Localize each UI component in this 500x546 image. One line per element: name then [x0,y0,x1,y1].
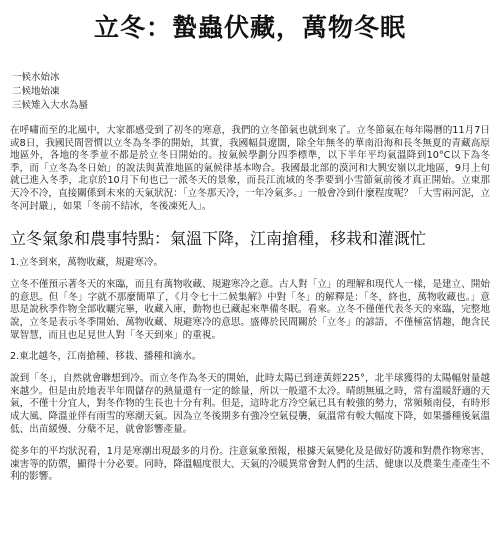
period-item: 三候雉入大水為蜃 [12,100,89,111]
paragraph-weather: 說到「冬」，自然就會聯想到冷。而立冬作為冬天的開始，此時太陽已到達黃經225°，北半球獲得的太陽輻射量越來越少。但是由於地表半年間儲存的熱量還有一定的餘量，所以一般還不太冷。晴朗無風之時，常有溫暖舒適的天氣，不僅十分宜人，對冬作物的生長也十分有利。但是，這時北方冷空氣已具有較強的勢力，常頻頻南侵，有時形成大風、降溫並伴有雨雪的寒潮天氣。因為立冬後期多有強冷空氣侵襲，氣溫常有較大幅度下降，如果播種後氣溫低、出苗緩慢、分蘖不足，就會影響產量。 [10,373,490,435]
article-title: 立冬：蟄蟲伏藏，萬物冬眠 [93,13,406,42]
subheading-1: 1.立冬到來，萬物收藏，規避寒冷。 [10,257,164,269]
three-periods-list [12,71,490,113]
paragraph-cold-wave: 從多年的平均狀況看，1月是寒潮出現最多的月份。注意氣象預報，根據天氣變化及是做好防護和對農作物寒害、凍害等的防禦，顯得十分必要。同時，降溫幅度很大、天氣的冷暖異常會對人們的生活、健康以及農業生產產生不利的影響。 [10,446,490,483]
subheading-2: 2.東北越冬，江南搶種、移栽、播種和滴水。 [10,351,202,363]
period-item: 一候水始冰 [12,72,60,83]
section-heading: 立冬氣象和農事特點：氣溫下降，江南搶種，移栽和灌溉忙 [10,229,427,249]
paragraph-meaning: 立冬不僅預示著冬天的來臨，而且有萬物收藏、規避寒冷之意。古人對「立」的理解和現代人一樣，是建立、開始的意思。但「冬」字就不那麼簡單了，《月令七十二候集解》中對「冬」的解釋是：「冬，終也，萬物收藏也。」意思是說秋季作物全部收曬完畢，收藏入庫，動物也已藏起來準備冬眠。看來。立冬不僅僅代表冬天的來臨，完整地說，立冬是表示冬季開始、萬物收藏、規避寒冷的意思。盛傳於民間關於「立冬」的諺語，不僅極富情趣，飽含民眾智慧，而且也足見世人對「冬天到來」的重視。 [10,279,490,341]
period-item: 二候地始凍 [12,86,60,97]
intro-paragraph: 在呼嘯而至的北風中，大家都感受到了初冬的寒意，我們的立冬節氣也就到來了。立冬節氣在每年陽曆的11月7日或8日，我國民間習慣以立冬為冬季的開始，其實，我國幅員遼闊，除全年無冬的華南沿海和長冬無夏的青藏高原地區外，各地的冬季並不都是於立冬日開始的。按氣候學劃分四季標準，以下半年平均氣溫降到10°C以下為冬季，而「立冬為冬日始」的說法與黃淮地區的氣候律基本吻合。我國最北部的漠河和大興安嶺以北地區，9月上旬就已進入冬季，北京於10月下旬也已一派冬天的景象，而長江流域的冬季要到小雪節氣前後才真正開始。立東那天冷不冷，直接關係到未來的天氣狀況：「立冬那天冷，一年冷氣多。」一般會冷到什麼程度呢？「大雪兩河泥，立冬河封嚴」，如果「冬前不結冰，冬後凍死人」。 [10,125,490,212]
